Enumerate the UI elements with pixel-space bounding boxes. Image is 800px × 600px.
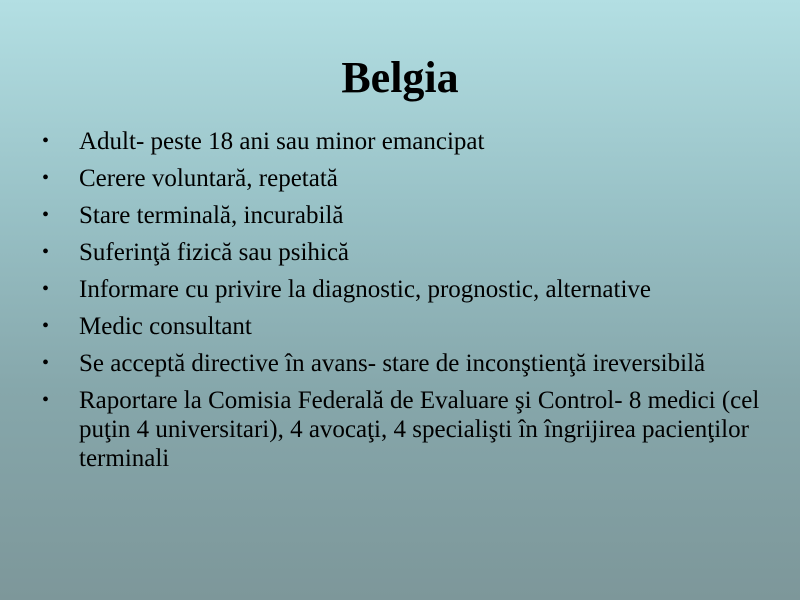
bullet-text: Medic consultant (79, 313, 252, 340)
bullet-item (42, 127, 762, 156)
bullet-text: Cerere voluntară, repetată (79, 165, 338, 192)
bullet-item (42, 238, 762, 267)
bullet-icon: • (42, 204, 50, 226)
bullet-text: Adult- peste 18 ani sau minor emancipat (79, 128, 485, 155)
bullet-list (42, 127, 762, 481)
bullet-item (42, 386, 762, 473)
bullet-icon: • (42, 315, 50, 337)
bullet-item (42, 201, 762, 230)
bullet-icon: • (42, 278, 50, 300)
bullet-item (42, 164, 762, 193)
bullet-icon: • (42, 130, 50, 152)
slide-title: Belgia (341, 53, 459, 102)
bullet-text: Stare terminală, incurabilă (79, 202, 344, 229)
bullet-icon: • (42, 241, 50, 263)
bullet-item (42, 349, 762, 378)
bullet-item (42, 312, 762, 341)
bullet-icon: • (42, 389, 50, 411)
bullet-icon: • (42, 352, 50, 374)
bullet-text: Se acceptă directive în avans- stare de inconştienţă ireversibilă (79, 350, 706, 377)
bullet-text: Suferinţă fizică sau psihică (79, 239, 350, 266)
bullet-item (42, 275, 762, 304)
bullet-text: Informare cu privire la diagnostic, prognostic, alternative (79, 276, 652, 303)
bullet-text: Raportare la Comisia Federală de Evaluare şi Control- 8 medici (cel puţin 4 universitari), 4 avocaţi, 4 specialişti în îngrijirea pacienţilor terminali (79, 387, 760, 472)
bullet-icon: • (42, 167, 50, 189)
